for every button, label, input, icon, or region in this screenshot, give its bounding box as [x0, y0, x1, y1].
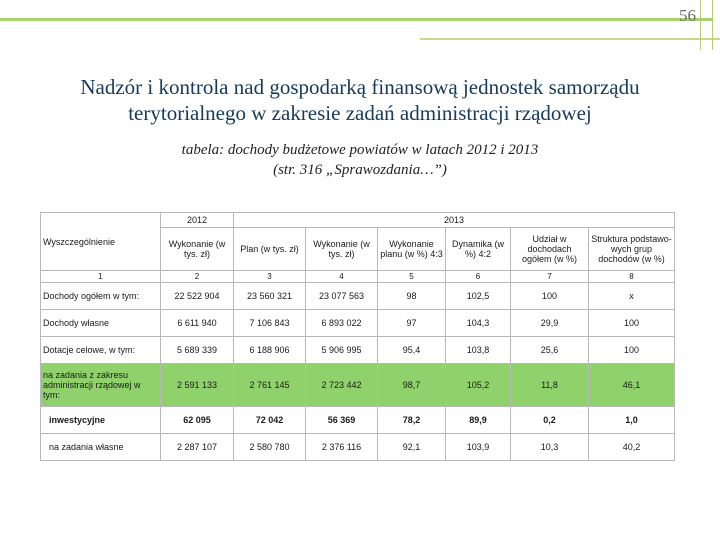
table-cell: 23 077 563: [306, 283, 378, 310]
header-exec-2012: Wykonanie (w tys. zł): [161, 228, 234, 271]
table-cell: 95,4: [378, 337, 446, 364]
header-share: Udział w dochodach ogółem (w %): [511, 228, 589, 271]
table-cell: 98: [378, 283, 446, 310]
table-cell: 40,2: [589, 434, 675, 461]
table-cell: 62 095: [161, 407, 234, 434]
table-row: [41, 310, 675, 337]
header-year-2012: 2012: [161, 213, 234, 228]
table-cell: 2 761 145: [234, 364, 306, 407]
index-cell: 2: [161, 271, 234, 283]
table-cell: 102,5: [446, 283, 511, 310]
table-cell: 0,2: [511, 407, 589, 434]
table-cell: 7 106 843: [234, 310, 306, 337]
index-cell: 1: [41, 271, 161, 283]
page-number: 56: [679, 6, 696, 25]
header-vline-2: [712, 0, 713, 50]
table-cell: 25,6: [511, 337, 589, 364]
table-cell: 105,2: [446, 364, 511, 407]
table-cell: 100: [589, 310, 675, 337]
table-cell: 2 591 133: [161, 364, 234, 407]
table-row: [41, 337, 675, 364]
table-row: [41, 407, 675, 434]
header-exec-of-plan: Wykonanie planu (w %) 4:3: [378, 228, 446, 271]
table-cell: 97: [378, 310, 446, 337]
table-cell: 104,3: [446, 310, 511, 337]
index-cell: 6: [446, 271, 511, 283]
table-cell: 103,8: [446, 337, 511, 364]
table-cell: 5 906 995: [306, 337, 378, 364]
table-cell: 92,1: [378, 434, 446, 461]
row-label: na zadania z zakresu administracji rządowej w tym:: [41, 364, 161, 407]
index-cell: 8: [589, 271, 675, 283]
table-cell: 6 188 906: [234, 337, 306, 364]
header-bar-olive: [420, 38, 720, 40]
table-cell: 103,9: [446, 434, 511, 461]
row-label: inwestycyjne: [41, 407, 161, 434]
subtitle-line-1: tabela: dochody budżetowe powiatów w latach 2012 i 2013: [181, 142, 539, 158]
table-cell: 46,1: [589, 364, 675, 407]
table-cell: 11,8: [511, 364, 589, 407]
table-cell: 1,0: [589, 407, 675, 434]
header-item: Wyszczególnienie: [41, 213, 161, 271]
header-vline-1: [700, 0, 701, 50]
index-row: [41, 271, 675, 283]
header-dynamics: Dynamika (w %) 4:2: [446, 228, 511, 271]
table-cell: 89,9: [446, 407, 511, 434]
table-row-highlighted: [41, 364, 675, 407]
index-cell: 5: [378, 271, 446, 283]
slide-title: Nadzór i kontrola nad gospodarką finansową jednostek samorządu terytorialnego w zakresie zadań administracji rządowej: [80, 75, 640, 125]
table-cell: 72 042: [234, 407, 306, 434]
header-row-years: [41, 213, 675, 228]
header-year-2013: 2013: [234, 213, 675, 228]
index-cell: 3: [234, 271, 306, 283]
table-row: [41, 434, 675, 461]
table-cell: 6 893 022: [306, 310, 378, 337]
header-bar-green: [0, 18, 712, 21]
table-cell: 22 522 904: [161, 283, 234, 310]
row-label: Dotacje celowe, w tym:: [41, 337, 161, 364]
header-exec-2013: Wykonanie (w tys. zł): [306, 228, 378, 271]
row-label: Dochody ogółem w tym:: [41, 283, 161, 310]
table-cell: 98,7: [378, 364, 446, 407]
table-cell: 78,2: [378, 407, 446, 434]
header-structure: Struktura podstawo-wych grup dochodów (w %): [589, 228, 675, 271]
table-cell: 56 369: [306, 407, 378, 434]
subtitle-line-2: (str. 316 „Sprawozdania…”): [273, 162, 447, 178]
table-cell: 10,3: [511, 434, 589, 461]
table-row: [41, 283, 675, 310]
index-cell: 4: [306, 271, 378, 283]
slide-subtitle: [60, 140, 660, 180]
table-cell: 2 287 107: [161, 434, 234, 461]
table-cell: 100: [589, 337, 675, 364]
index-cell: 7: [511, 271, 589, 283]
table-cell: 6 611 940: [161, 310, 234, 337]
table-cell: 2 580 780: [234, 434, 306, 461]
header-plan: Plan (w tys. zł): [234, 228, 306, 271]
revenue-table: [40, 212, 675, 461]
row-label: na zadania własne: [41, 434, 161, 461]
table-cell: 5 689 339: [161, 337, 234, 364]
table-cell: x: [589, 283, 675, 310]
table-cell: 100: [511, 283, 589, 310]
table-cell: 23 560 321: [234, 283, 306, 310]
table-cell: 29,9: [511, 310, 589, 337]
row-label: Dochody własne: [41, 310, 161, 337]
table-cell: 2 376 116: [306, 434, 378, 461]
table-cell: 2 723 442: [306, 364, 378, 407]
